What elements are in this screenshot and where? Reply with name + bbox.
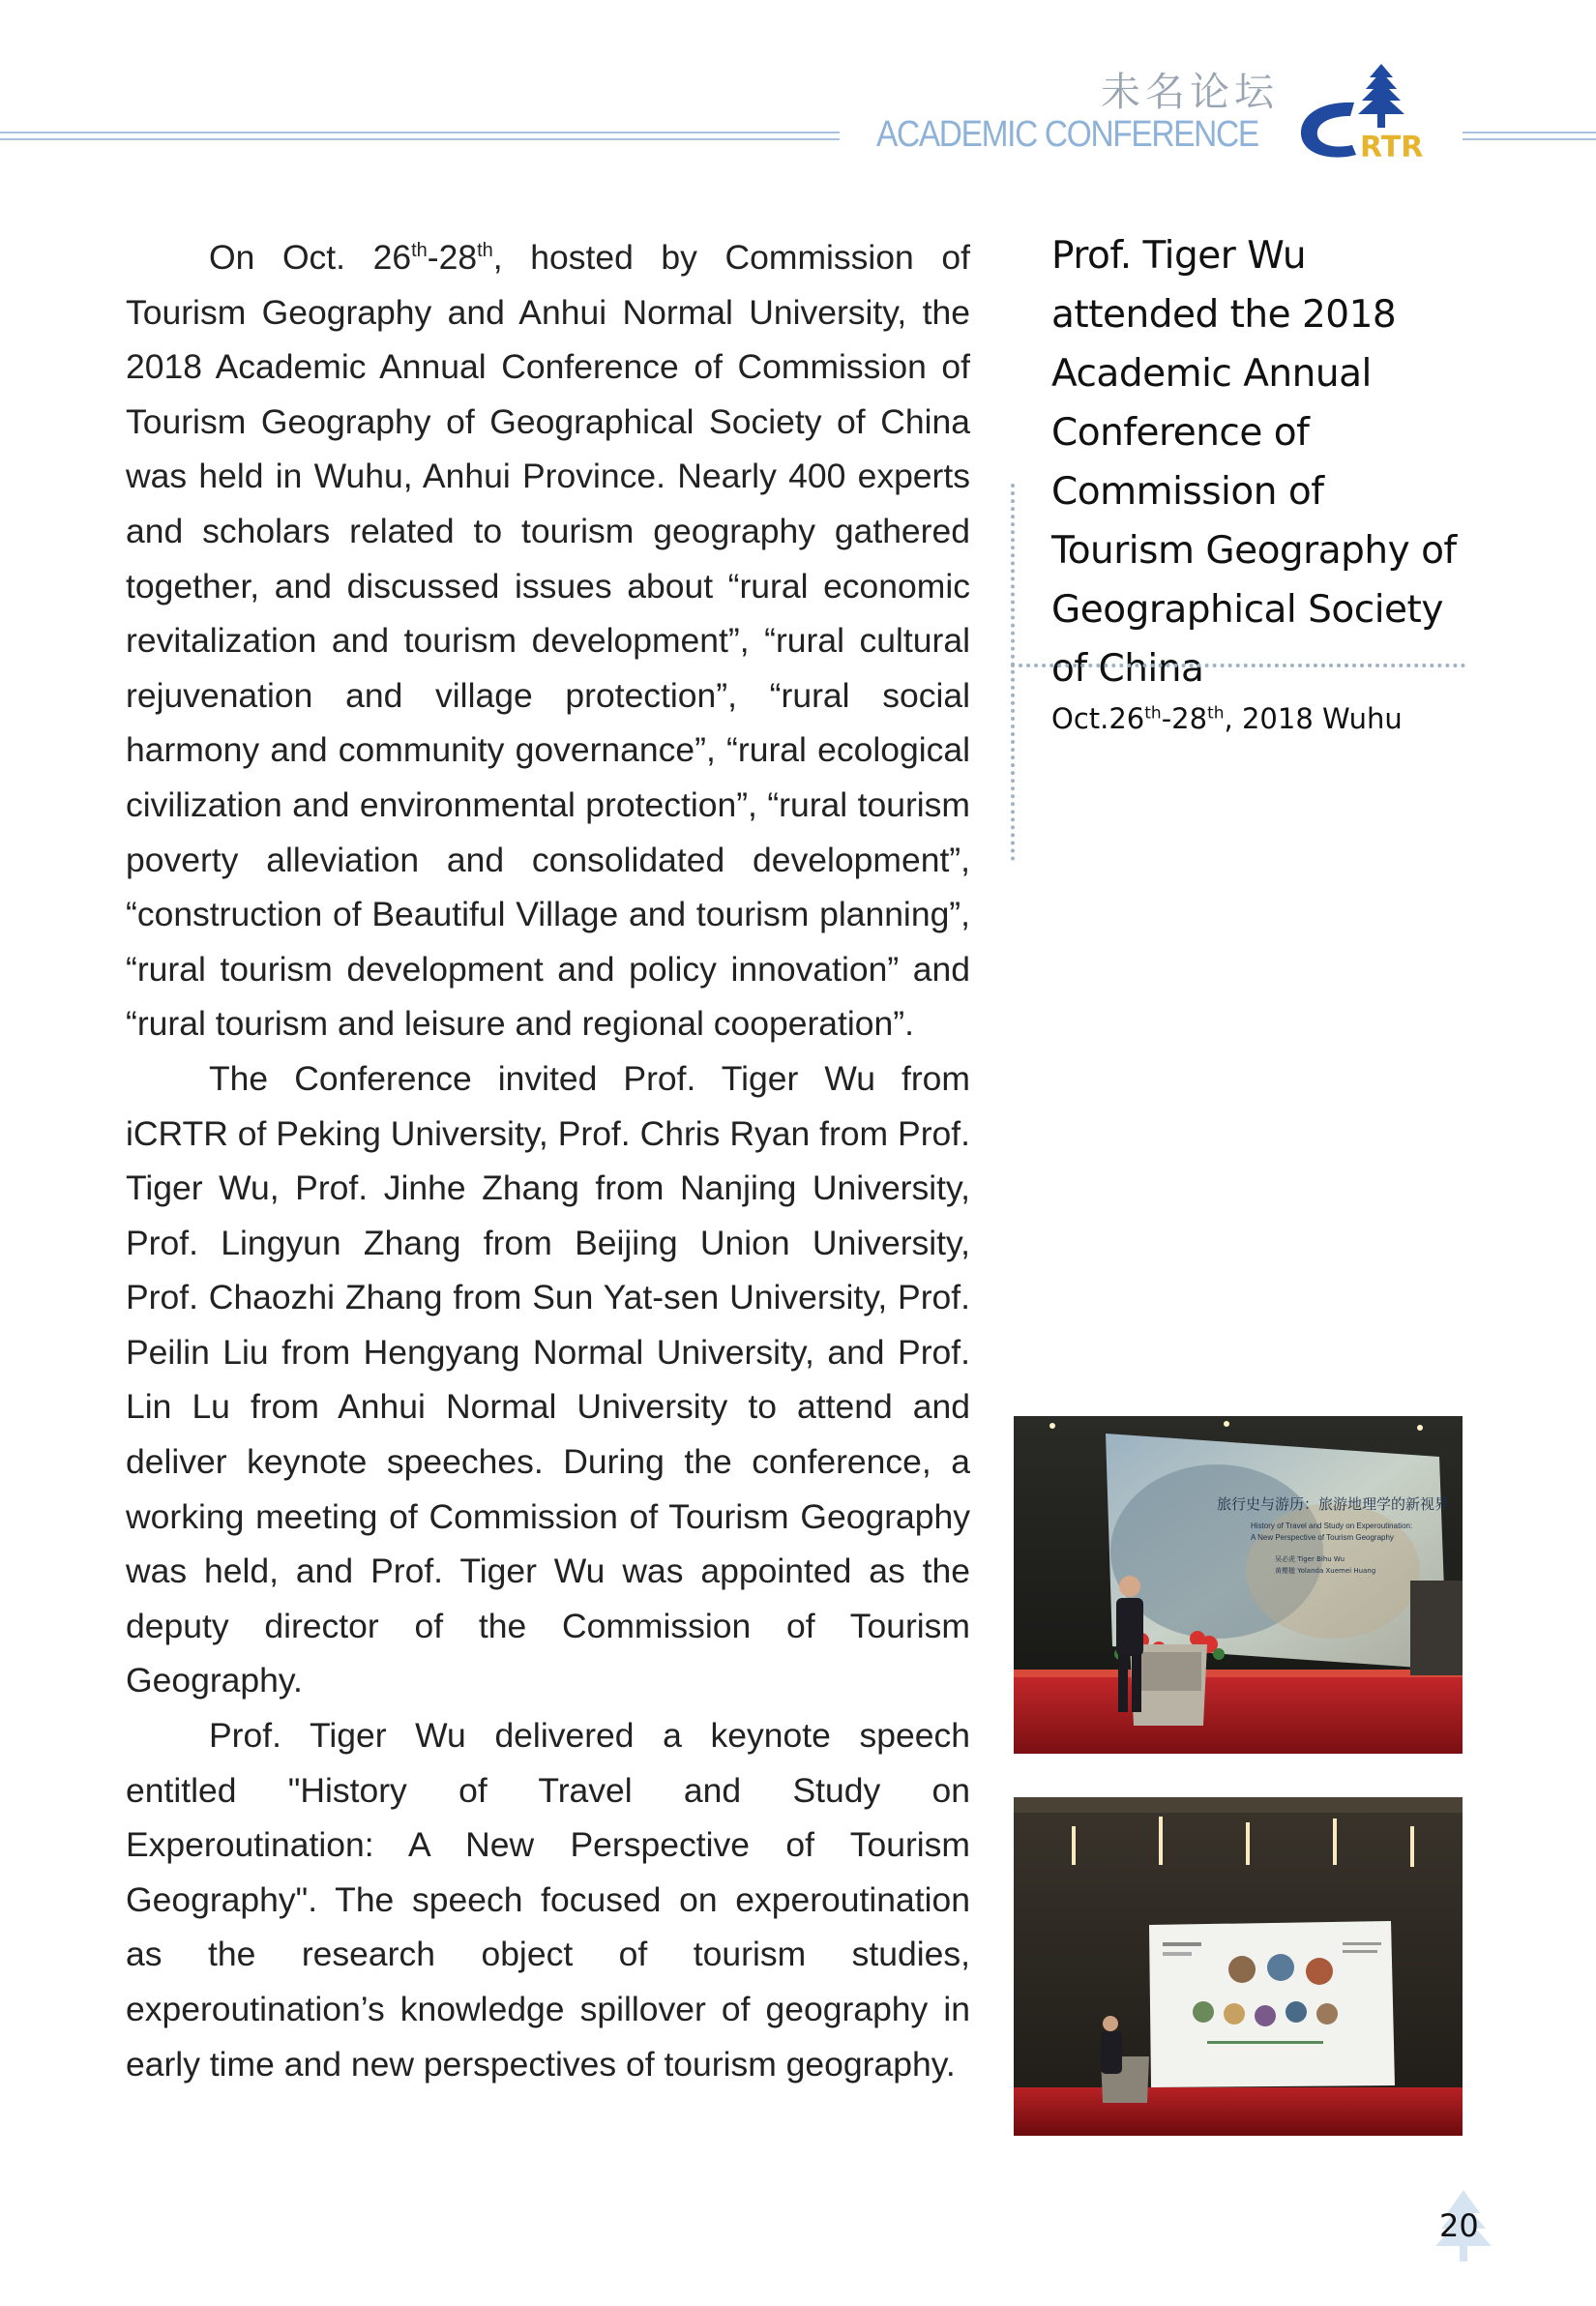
header-rule-right (1463, 132, 1596, 133)
logo-text: RTR (1360, 131, 1424, 163)
article-body (126, 230, 970, 2091)
slide-title-cn: 旅行史与游历：旅游地理学的新视界 (1217, 1495, 1450, 1513)
conference-photo-speaker (1014, 1416, 1463, 1754)
sidebar-date: Oct.26th-28th, 2018 Wuhu (1051, 702, 1403, 735)
tree-icon (1358, 64, 1404, 128)
crtr-logo (1296, 62, 1441, 163)
paragraph-1: On Oct. 26th-28th, hosted by Commission of Tourism Geography and Anhui Normal University, the 2018 Academic Annual Conference of Commission of Tourism Geography of Geographical Society of China was held in Wuhu, Anhui Province. Nearly 400 experts and scholars related to tourism geography gathered together, and discussed issues about “rural economic revitalization and tourism development”, “rural cultural rejuvenation and village protection”, “rural social harmony and community governance”, “rural ecological civilization and environmental protection”, “rural tourism poverty alleviation and consolidated development”, “construction of Beautiful Village and tourism planning”, “rural tourism development and policy innovation” and “rural tourism and leisure and regional cooperation”. (126, 238, 970, 1044)
header-title-cn: 未名论坛 (1101, 69, 1279, 115)
header-rule-left (0, 132, 840, 133)
sidebar-title: Prof. Tiger Wu attended the 2018 Academic Annual Conference of Commission of Tourism Geography of Geographical Society of China (1051, 234, 1457, 691)
paragraph-3: Prof. Tiger Wu delivered a keynote speech entitled "History of Travel and Study on Experoutination: A New Perspective of Tourism Geography". The speech focused on experoutination as the research object of tourism studies, experoutination’s knowledge spillover of geography in early time and new perspectives of tourism geography. (126, 1716, 970, 2084)
slide-speaker-1: 吴必虎 Tiger Bihu Wu (1275, 1555, 1345, 1563)
header-rule-right-2 (1463, 138, 1596, 140)
c-swoosh-icon (1301, 103, 1356, 158)
sidebar-dotted-divider-vertical (1011, 484, 1015, 861)
slide-line-1: History of Travel and Study on Experoutination: (1251, 1522, 1413, 1530)
conference-photo-hall (1014, 1797, 1463, 2136)
header-rule-left-2 (0, 138, 840, 140)
slide-line-2: A New Perspective of Tourism Geography (1251, 1533, 1394, 1542)
page-number: 20 (1439, 2207, 1479, 2244)
slide-speaker-2: 黄樱楹 Yolanda Xuemei Huang (1275, 1567, 1376, 1575)
sidebar-dotted-divider-horizontal (1011, 664, 1465, 667)
header-title-en: ACADEMIC CONFERENCE (876, 114, 1258, 155)
paragraph-2: The Conference invited Prof. Tiger Wu from iCRTR of Peking University, Prof. Chris Ryan from Prof. Tiger Wu, Prof. Jinhe Zhang from Nanjing University, Prof. Lingyun Zhang from Beijing Union University, Prof. Chaozhi Zhang from Sun Yat-sen University, Prof. Peilin Liu from Hengyang Normal University, and Prof. Lin Lu from Anhui Normal University to attend and deliver keynote speeches. During the conference, a working meeting of Commission of Tourism Geography was held, and Prof. Tiger Wu was appointed as the deputy director of the Commission of Tourism Geography. (126, 1058, 970, 1700)
